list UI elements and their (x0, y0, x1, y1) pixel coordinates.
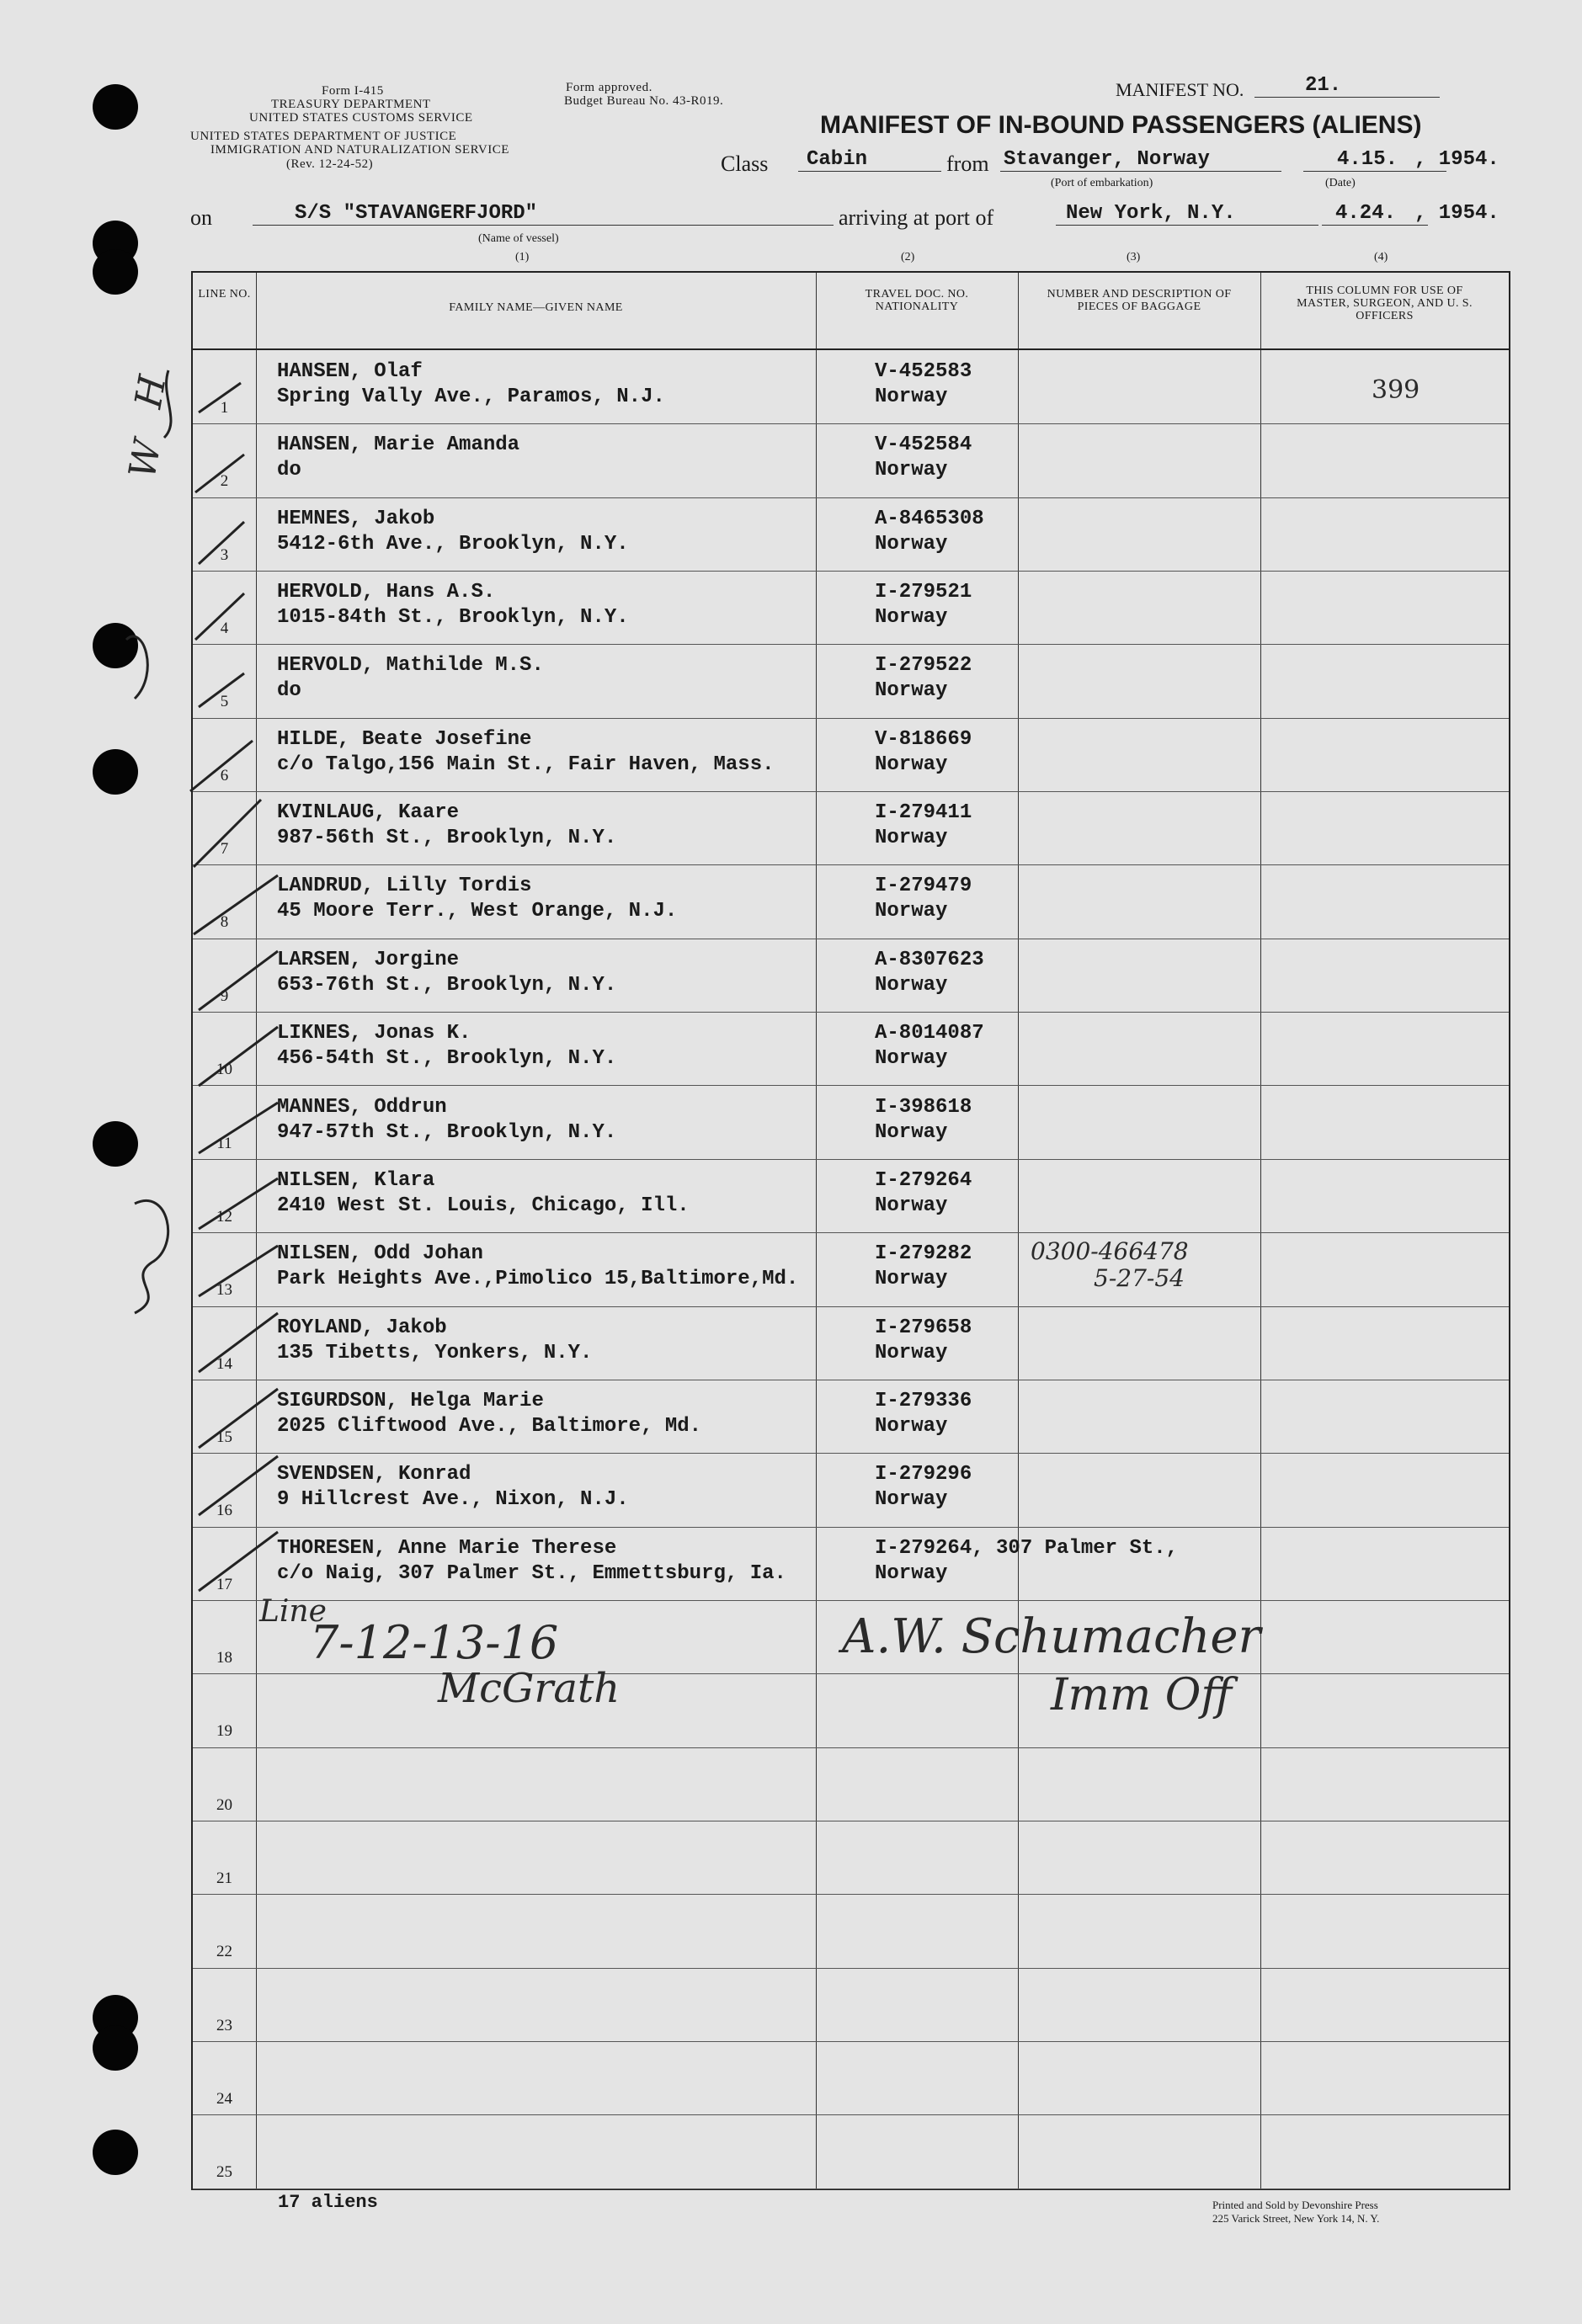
line-number: 24 (216, 2090, 232, 2109)
nationality: Norway (875, 973, 948, 997)
passenger-name: LANDRUD, Lilly Tordis (277, 875, 532, 898)
passenger-name: KVINLAUG, Kaare (277, 801, 460, 825)
passenger-address: 653-76th St., Brooklyn, N.Y. (277, 973, 617, 997)
from-value: Stavanger, Norway (1000, 148, 1281, 172)
nationality: Norway (875, 386, 948, 408)
arriving-label: arriving at port of (839, 205, 994, 230)
line-number: 1 (220, 399, 229, 417)
nationality: Norway (875, 1561, 948, 1585)
nationality: Norway (875, 753, 948, 776)
line-number: 8 (220, 913, 229, 932)
baggage-note: 0300-466478 (1031, 1237, 1189, 1266)
class-label: Class (721, 152, 769, 176)
col-caption-4: (4) (1374, 251, 1388, 263)
passenger-name: NILSEN, Klara (277, 1168, 435, 1192)
col-header-baggage: NUMBER AND DESCRIPTION OF PIECES OF BAGGAGE (1047, 288, 1232, 313)
form-approved: Form approved. (566, 81, 653, 94)
nationality: Norway (875, 606, 948, 630)
travel-doc-number: I-279479 (875, 875, 972, 898)
officer-note: 399 (1372, 375, 1420, 405)
travel-doc-number: A-8014087 (875, 1022, 984, 1045)
total-aliens: 17 aliens (278, 2192, 378, 2213)
travel-doc-number: V-818669 (875, 727, 972, 751)
travel-doc-number: A-8307623 (875, 948, 984, 971)
line-number: 22 (216, 1943, 232, 1961)
arrival-date: 4.24. (1322, 202, 1428, 226)
passenger-name: NILSEN, Odd Johan (277, 1242, 483, 1266)
on-label: on (190, 205, 212, 230)
passenger-address: do (277, 459, 301, 482)
manifest-title: MANIFEST OF IN-BOUND PASSENGERS (ALIENS) (820, 111, 1422, 139)
line-number: 21 (216, 1869, 232, 1887)
line-number: 10 (216, 1061, 232, 1079)
nationality: Norway (875, 459, 948, 482)
vessel-caption: (Name of vessel) (478, 232, 559, 245)
passenger-name: SVENDSEN, Konrad (277, 1463, 471, 1486)
nationality: Norway (875, 900, 948, 923)
col-header-officers: THIS COLUMN FOR USE OF MASTER, SURGEON, AND U. S. OFFICERS (1297, 285, 1473, 322)
line-number: 23 (216, 2016, 232, 2034)
passenger-name: LARSEN, Jorgine (277, 948, 460, 971)
nationality: Norway (875, 1268, 948, 1291)
line-number: 20 (216, 1795, 232, 1814)
passenger-name: HILDE, Beate Josefine (277, 727, 532, 751)
passenger-name: ROYLAND, Jakob (277, 1316, 447, 1339)
handwritten-signature-schumacher: A.W. Schumacher (842, 1609, 1261, 1664)
line-number: 12 (216, 1207, 232, 1226)
line-number: 2 (220, 472, 229, 491)
line-number: 4 (220, 620, 229, 638)
travel-doc-number: I-279296 (875, 1463, 972, 1486)
form-number: Form I-415 (322, 84, 384, 98)
line-number: 3 (220, 545, 229, 564)
dept-treasury: TREASURY DEPARTMENT (271, 98, 431, 111)
nationality: Norway (875, 1341, 948, 1364)
nationality: Norway (875, 1488, 948, 1512)
col-caption-1: (1) (515, 251, 530, 263)
printer-line-2: 225 Varick Street, New York 14, N. Y. (1212, 2212, 1380, 2225)
date-caption: (Date) (1325, 177, 1356, 189)
handwritten-line-numbers: 7-12-13-16 (310, 1616, 559, 1669)
passenger-address: Spring Vally Ave., Paramos, N.J. (277, 386, 665, 408)
nationality: Norway (875, 1194, 948, 1217)
handwritten-line-label: Line (259, 1594, 327, 1629)
passenger-name: MANNES, Oddrun (277, 1095, 447, 1119)
form-revision: (Rev. 12-24-52) (286, 157, 374, 171)
travel-doc-number: I-279411 (875, 801, 972, 825)
line-number: 17 (216, 1575, 232, 1593)
passenger-address: 947-57th St., Brooklyn, N.Y. (277, 1120, 617, 1144)
class-value: Cabin (798, 148, 941, 172)
embark-caption: (Port of embarkation) (1051, 177, 1153, 189)
passenger-address: 5412-6th Ave., Brooklyn, N.Y. (277, 532, 629, 556)
manifest-no-label: MANIFEST NO. (1116, 79, 1244, 100)
passenger-address: c/o Naig, 307 Palmer St., Emmettsburg, Ia. (277, 1561, 786, 1585)
passenger-address: 456-54th St., Brooklyn, N.Y. (277, 1047, 617, 1071)
handwritten-signature-mcgrath: McGrath (438, 1665, 621, 1712)
passenger-address: 9 Hillcrest Ave., Nixon, N.J. (277, 1488, 629, 1512)
passenger-address: 1015-84th St., Brooklyn, N.Y. (277, 606, 629, 630)
col-header-name: FAMILY NAME—GIVEN NAME (449, 301, 623, 314)
nationality: Norway (875, 1414, 948, 1438)
margin-note-h: H (126, 372, 175, 412)
passenger-address: 45 Moore Terr., West Orange, N.J. (277, 900, 678, 923)
travel-doc-number: I-279264 (875, 1168, 972, 1192)
depart-year: , 1954. (1414, 148, 1499, 171)
line-number: 9 (220, 987, 229, 1005)
dept-justice: UNITED STATES DEPARTMENT OF JUSTICE (190, 130, 457, 143)
line-number: 19 (216, 1722, 232, 1741)
line-number: 25 (216, 2163, 232, 2182)
passenger-address: do (277, 679, 301, 703)
travel-doc-number: I-279658 (875, 1316, 972, 1339)
travel-doc-number: I-279522 (875, 654, 972, 678)
passenger-name: LIKNES, Jonas K. (277, 1022, 471, 1045)
line-number: 14 (216, 1354, 232, 1373)
travel-doc-number: I-279336 (875, 1389, 972, 1412)
col-header-doc: TRAVEL DOC. NO. NATIONALITY (865, 288, 969, 313)
travel-doc-number: I-279282 (875, 1242, 972, 1266)
budget-bureau: Budget Bureau No. 43-R019. (564, 94, 724, 108)
nationality: Norway (875, 827, 948, 850)
line-number: 13 (216, 1281, 232, 1300)
travel-doc-number: I-398618 (875, 1095, 972, 1119)
passenger-address: Park Heights Ave.,Pimolico 15,Baltimore,Md. (277, 1268, 799, 1291)
nationality: Norway (875, 679, 948, 703)
margin-note-w: W (120, 436, 170, 482)
passenger-name: HANSEN, Olaf (277, 360, 423, 383)
travel-doc-number: I-279521 (875, 581, 972, 604)
nationality: Norway (875, 1047, 948, 1071)
dept-ins: IMMIGRATION AND NATURALIZATION SERVICE (210, 143, 509, 157)
nationality: Norway (875, 1120, 948, 1144)
passenger-address: 987-56th St., Brooklyn, N.Y. (277, 827, 617, 850)
travel-doc-number: V-452584 (875, 433, 972, 457)
line-number: 6 (220, 766, 229, 784)
dept-customs: UNITED STATES CUSTOMS SERVICE (249, 111, 473, 125)
passenger-name: HANSEN, Marie Amanda (277, 433, 520, 457)
passenger-name: HERVOLD, Hans A.S. (277, 581, 496, 604)
arrival-year: , 1954. (1414, 202, 1499, 225)
line-number: 5 (220, 693, 229, 711)
manifest-no-value: 21. (1254, 74, 1440, 98)
passenger-name: HERVOLD, Mathilde M.S. (277, 654, 544, 678)
line-number: 15 (216, 1428, 232, 1446)
passenger-address: 135 Tibetts, Yonkers, N.Y. (277, 1341, 593, 1364)
from-label: from (946, 152, 989, 176)
col-caption-2: (2) (901, 251, 915, 263)
line-number: 18 (216, 1648, 232, 1667)
line-number: 7 (220, 840, 229, 859)
passenger-name: THORESEN, Anne Marie Therese (277, 1536, 617, 1560)
depart-date: 4.15. (1303, 148, 1446, 172)
col-caption-3: (3) (1127, 251, 1141, 263)
passenger-name: HEMNES, Jakob (277, 507, 435, 530)
col-header-line: LINE NO. (198, 288, 251, 300)
passenger-address: 2410 West St. Louis, Chicago, Ill. (277, 1194, 690, 1217)
line-number: 16 (216, 1502, 232, 1520)
printer-line-1: Printed and Sold by Devonshire Press (1212, 2199, 1378, 2211)
handwritten-title: Imm Off (1051, 1670, 1233, 1720)
baggage-note-date: 5-27-54 (1094, 1264, 1185, 1293)
travel-doc-number: I-279264, 307 Palmer St., (875, 1536, 1179, 1560)
port-value: New York, N.Y. (1056, 202, 1318, 226)
passenger-name: SIGURDSON, Helga Marie (277, 1389, 544, 1412)
passenger-address: 2025 Cliftwood Ave., Baltimore, Md. (277, 1414, 702, 1438)
nationality: Norway (875, 532, 948, 556)
vessel-name: S/S "STAVANGERFJORD" (253, 202, 834, 226)
line-number: 11 (216, 1134, 232, 1152)
passenger-address: c/o Talgo,156 Main St., Fair Haven, Mass. (277, 753, 775, 776)
travel-doc-number: A-8465308 (875, 507, 984, 530)
travel-doc-number: V-452583 (875, 360, 972, 383)
